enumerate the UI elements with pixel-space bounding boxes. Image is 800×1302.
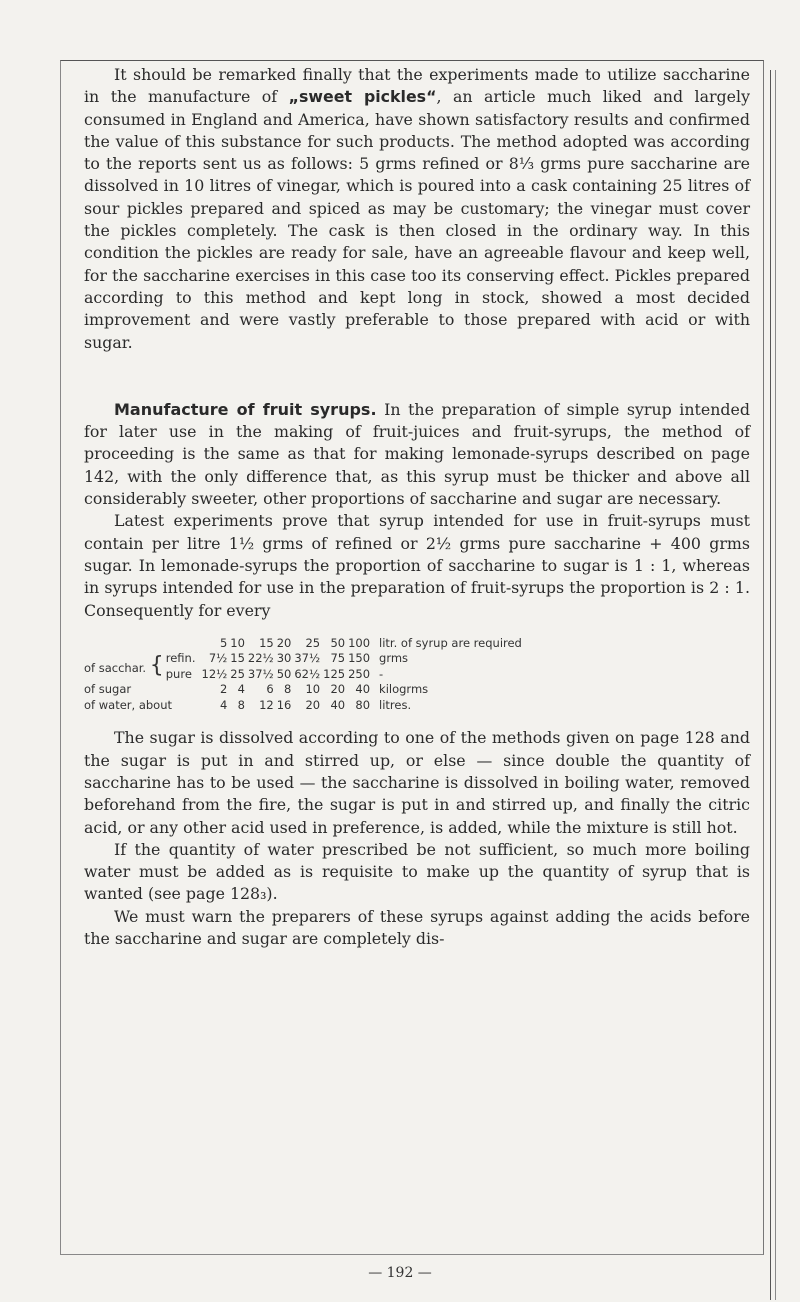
page-content [84, 64, 750, 950]
paragraph-fruit-syrups [84, 399, 750, 510]
page-edge-rule [770, 70, 771, 1300]
section-heading: Manufacture of fruit syrups. [114, 399, 377, 419]
table-cell: 30 [276, 651, 292, 666]
table-cell: 25 [305, 635, 321, 650]
table-cell [84, 636, 166, 652]
table-cell: 62½ [294, 666, 321, 681]
table-cell: 15 [259, 635, 274, 650]
table-row [84, 682, 525, 698]
table-cell: 20 [330, 682, 346, 697]
table-cell: 10 [230, 635, 245, 650]
table-unit: litres. [379, 697, 412, 712]
paragraph-text: , an article much liked and largely consumed in England and America, have shown satisfactory results and confirmed the value of this substance for such products. The method adopted was according to the reports sent us as follows: 5 grms refined or 8⅓ grms pure saccharine are dissolved in 10 litres of vinegar, which is poured into a cask containing 25 litres of sour pickles prepared and spiced as may be customary; the vinegar must cover the pickles completely. The cask is then closed in the ordinary way. In this condition the pickles are ready for sale, have an agreeable flavour and keep well, for the saccharine exercises in this case too its conserving effect. Pickles prepared according to this method and kept long in stock, showed a most decided improvement and were vastly preferable to those prepared with acid or with sugar. [84, 87, 750, 352]
table-cell: 10 [305, 682, 321, 697]
table-cell: 12½ [201, 666, 228, 681]
table-sublabel: refin. [165, 651, 196, 666]
paragraph-text: It should be remarked finally that the experiments made to utilize saccharine in the manufacture of [84, 65, 750, 107]
table-cell: 15 [230, 651, 245, 666]
table-cell: 125 [323, 666, 346, 681]
table-sublabel: pure [165, 666, 192, 681]
saccharine-label: of sacchar. [84, 660, 147, 675]
table-unit: - [379, 666, 384, 681]
table-cell: 40 [355, 682, 371, 697]
table-cell: 150 [348, 651, 371, 666]
table-cell: 8 [284, 682, 292, 697]
table-cell: 5 [219, 635, 228, 650]
table-cell: 20 [305, 697, 321, 712]
table-row [84, 651, 525, 667]
table-cell: 16 [276, 697, 292, 712]
page-number: — 192 — [368, 1265, 432, 1281]
paragraph-text: In the preparation of simple syrup intended for later use in the making of fruit-juices and fruit-syrups, the method of proceeding is the same as that for making lemonade-syrups described on page 142, with the only difference that, as this syrup must be thicker and above all considerably sweeter, other proportions of saccharine and sugar are necessary. [84, 399, 750, 509]
table-cell: 75 [330, 651, 346, 666]
paragraph-water-quantity: If the quantity of water prescribed be not sufficient, so much more boiling water must be added as is requisite to make up the quantity of syrup that is wanted (see page 128₃). [84, 839, 750, 904]
table-cell: 6 [266, 682, 274, 697]
table-row [84, 698, 525, 714]
table-unit: kilogrms [379, 682, 429, 697]
table-cell: 37½ [247, 666, 274, 681]
table-row-label: of sugar [84, 682, 132, 697]
page-edge-rule [775, 70, 776, 1300]
table-unit: grms [379, 651, 409, 666]
table-cell: 37½ [294, 651, 321, 666]
brace: { [149, 652, 164, 678]
table-cell: 50 [276, 666, 292, 681]
table-row [84, 636, 525, 652]
table-cell: 2 [219, 682, 228, 697]
table-cell: 12 [259, 697, 274, 712]
table-cell: 20 [276, 635, 292, 650]
table-cell: 7½ [208, 651, 228, 666]
table-row-label: of water, about [84, 697, 172, 712]
table-cell: 40 [330, 697, 346, 712]
table-unit: litr. of syrup are required [379, 635, 522, 650]
table-cell: 22½ [247, 651, 274, 666]
table-cell: 50 [330, 635, 346, 650]
table-cell: 80 [355, 697, 371, 712]
paragraph-warning: We must warn the preparers of these syrups against adding the acids before the saccharine and sugar are completely dis- [84, 906, 750, 948]
table-cell: 25 [230, 666, 245, 681]
sweet-pickles-term: „sweet pickles“ [288, 87, 437, 107]
paragraph-pickles [84, 64, 750, 354]
table-cell: 100 [348, 635, 371, 650]
table-cell: 4 [237, 682, 245, 697]
table-cell: 4 [219, 697, 228, 712]
table-cell [166, 636, 202, 652]
table-cell [84, 651, 166, 682]
proportions-table [84, 636, 525, 714]
table-cell: 8 [237, 697, 245, 712]
table-cell: 250 [348, 666, 371, 681]
paragraph-experiments: Latest experiments prove that syrup intended for use in fruit-syrups must contain per litre 1½ grms of refined or 2½ grms pure saccharine + 400 grms sugar. In lemonade-syrups the proportion of saccharine to sugar is 1 : 1, whereas in syrups intended for use in the preparation of fruit-syrups the proportion is 2 : 1. Consequently for every [84, 511, 750, 620]
paragraph-dissolving: The sugar is dissolved according to one of the methods given on page 128 and the sugar is put in and stirred up, or else — since double the quantity of saccharine has to be used — the saccharine is dissolved in boiling water, removed beforehand from the fire, the sugar is put in and stirred up, and finally the citric acid, or any other acid used in preference, is added, while the mixture is still hot. [84, 728, 750, 837]
